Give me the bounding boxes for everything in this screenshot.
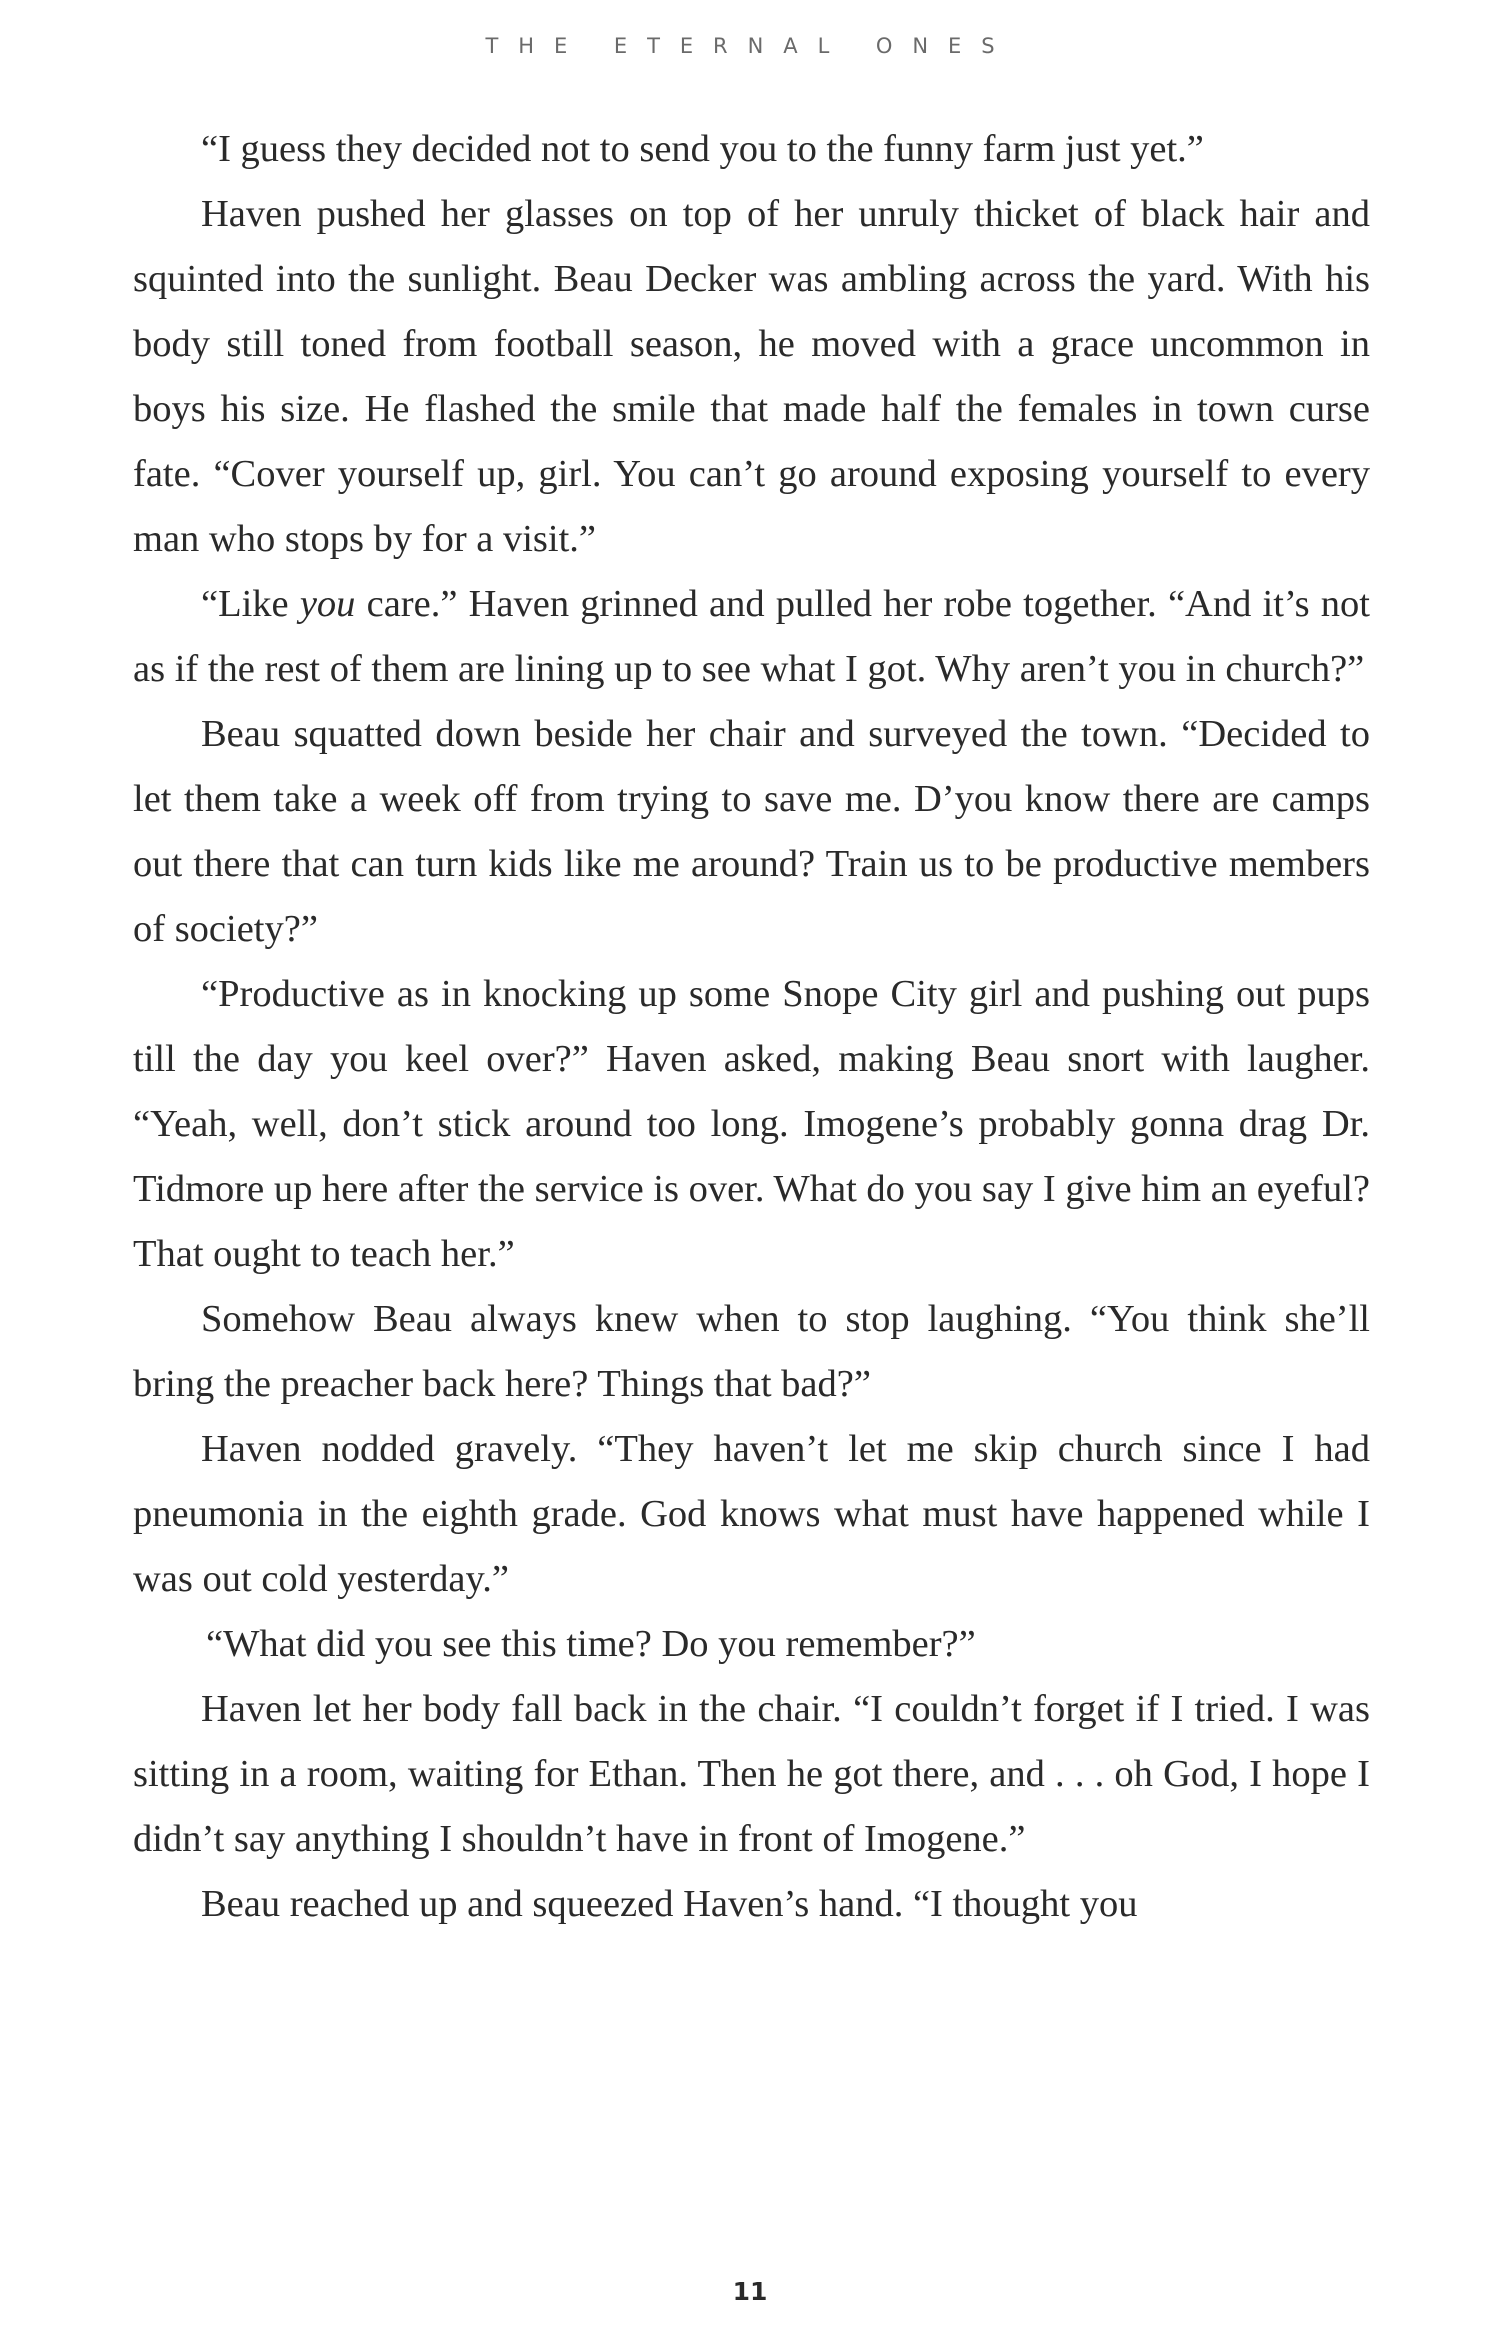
page-number: 11 [732,2277,768,2306]
paragraph-3 [133,572,1370,702]
running-head: THE ETERNAL ONES [485,34,1015,58]
body-text [133,117,1370,1937]
paragraph-1: “I guess they decided not to send you to the funny farm just yet.” [201,128,1204,170]
paragraph-4: Beau squatted down beside her chair and surveyed the town. “Decided to let them take a week off from trying to save me. D’you know there are camps out there that can turn kids like me around? Train us to be productive members of society?” [133,713,1370,950]
emphasis-you: you [299,583,356,625]
paragraph-2: Haven pushed her glasses on top of her unruly thicket of black hair and squinted into the sunlight. Beau Decker was ambling across the yard. With his body still toned from football season, he moved with a grace uncommon in boys his size. He flashed the smile that made half the females in town curse fate. “Cover yourself up, girl. You can’t go around exposing yourself to every man who stops by for a visit.” [133,193,1370,560]
paragraph-8: “What did you see this time? Do you remember?” [206,1623,976,1665]
paragraph-5: “Productive as in knocking up some Snope City girl and pushing out pups till the day you keel over?” Haven asked, making Beau snort with laugher. “Yeah, well, don’t stick around too long. Imogene’s probably gonna drag Dr. Tidmore up here after the service is over. What do you say I give him an eyeful? That ought to teach her.” [133,973,1370,1275]
paragraph-3-rest: care.” Haven grinned and pulled her robe together. “And it’s not as if the rest of them are lining up to see what I got. Why aren’t you in church?” [133,583,1370,690]
paragraph-3-start: “Like [201,583,300,625]
paragraph-6: Somehow Beau always knew when to stop laughing. “You think she’ll bring the preacher back here? Things that bad?” [133,1298,1370,1405]
paragraph-10: Beau reached up and squeezed Haven’s hand. “I thought you [201,1883,1138,1925]
paragraph-7: Haven nodded gravely. “They haven’t let me skip church since I had pneumonia in the eighth grade. God knows what must have happened while I was out cold yesterday.” [133,1428,1370,1600]
paragraph-9: Haven let her body fall back in the chair. “I couldn’t forget if I tried. I was sitting in a room, waiting for Ethan. Then he got there, and . . . oh God, I hope I didn’t say anything I shouldn’t have in front of Imogene.” [133,1688,1370,1860]
